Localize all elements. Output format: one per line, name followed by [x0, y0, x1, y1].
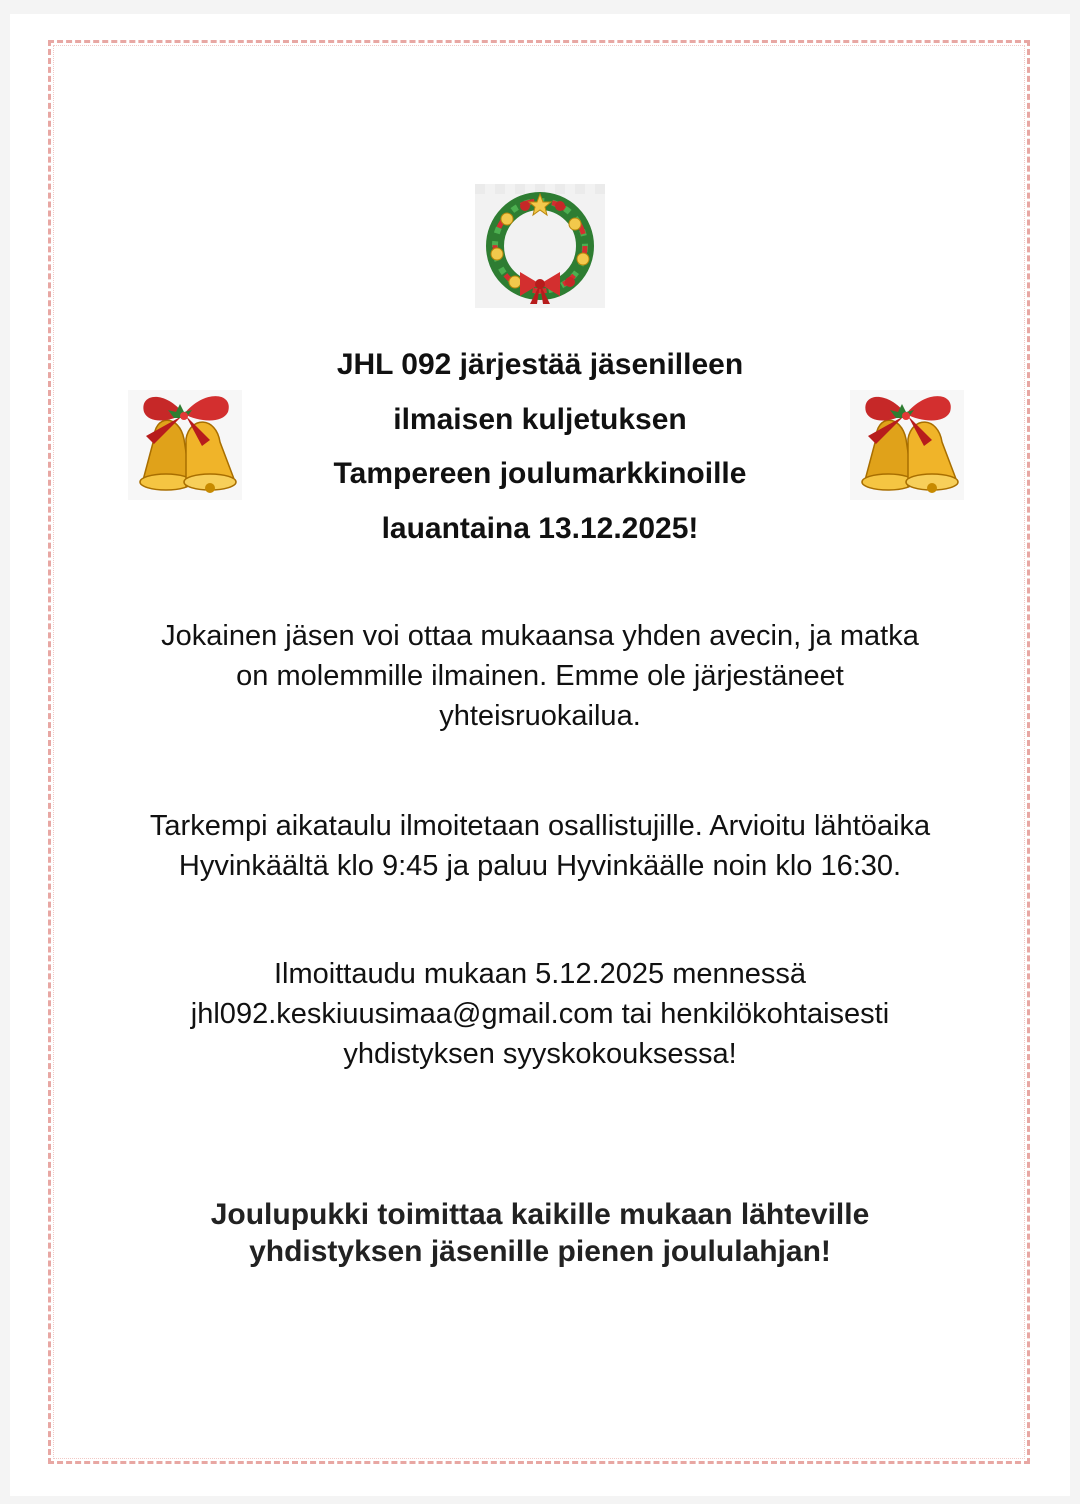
paragraph-line: Ilmoittaudu mukaan 5.12.2025 mennessä: [273, 958, 806, 990]
heading-line: lauantaina 13.12.2025!: [381, 511, 699, 545]
flyer-heading: [240, 338, 840, 556]
christmas-bells-icon: [124, 384, 246, 502]
christmas-bells-icon: [846, 384, 968, 502]
closing-message: [80, 1196, 1000, 1270]
paragraph-line: Jokainen jäsen voi ottaa mukaansa yhden avecin, ja matka: [161, 620, 919, 652]
paragraph-line: yhdistyksen syyskokouksessa!: [343, 1038, 737, 1070]
schedule-paragraph: [80, 806, 1000, 886]
contact-email-line: jhl092.keskiuusimaa@gmail.com tai henkilökohtaisesti: [190, 998, 890, 1030]
paragraph-line: Tarkempi aikataulu ilmoitetaan osallistujille. Arvioitu lähtöaika: [149, 810, 931, 842]
closing-line: yhdistyksen jäsenille pienen joululahjan!: [249, 1235, 831, 1268]
heading-line: ilmaisen kuljetuksen: [393, 402, 687, 436]
paragraph-line: yhteisruokailua.: [439, 700, 641, 732]
christmas-wreath-icon: [475, 184, 605, 308]
avec-info-paragraph: [80, 616, 1000, 736]
closing-line: Joulupukki toimittaa kaikille mukaan lähteville: [210, 1198, 870, 1231]
registration-paragraph: [80, 954, 1000, 1074]
heading-line: JHL 092 järjestää jäsenilleen: [336, 348, 744, 381]
paragraph-line: on molemmille ilmainen. Emme ole järjestäneet: [236, 660, 844, 692]
heading-line: Tampereen joulumarkkinoille: [333, 457, 747, 490]
paragraph-line: Hyvinkäältä klo 9:45 ja paluu Hyvinkäälle noin klo 16:30.: [178, 850, 902, 882]
